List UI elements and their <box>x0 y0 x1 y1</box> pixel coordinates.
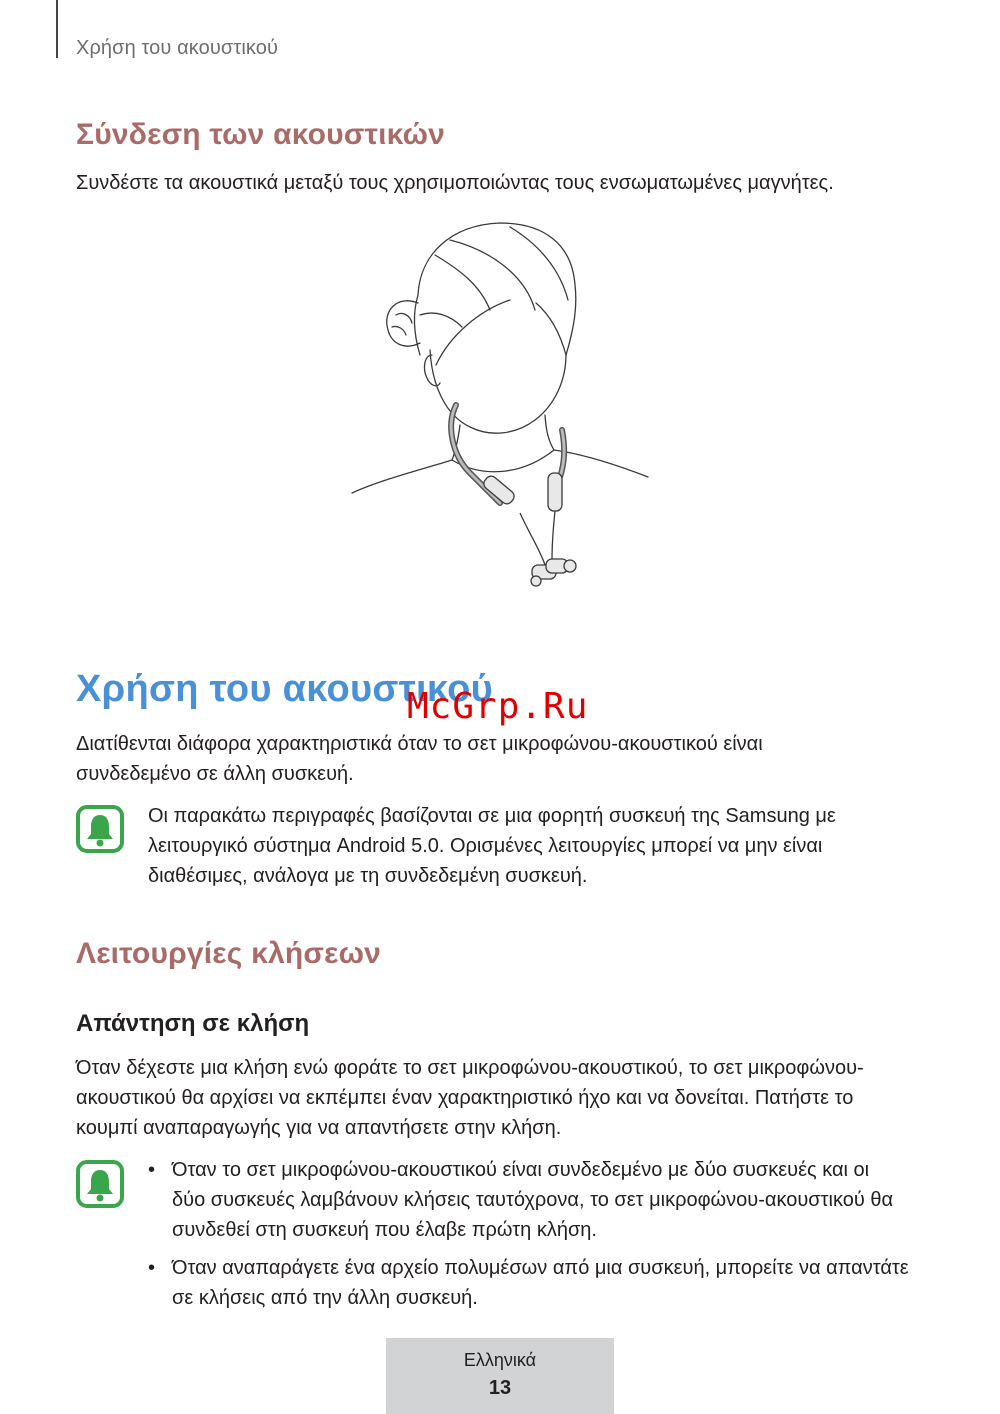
header-rule <box>56 0 58 58</box>
running-header: Χρήση του ακουστικού <box>76 37 278 59</box>
chapter-intro-line-2: συνδεδεμένο σε άλλη συσκευή. <box>76 763 354 785</box>
note-2-item-2-line-2: σε κλήσεις από την άλλη συσκευή. <box>172 1287 478 1309</box>
connect-text: Συνδέστε τα ακουστικά μεταξύ τους χρησιμοποιώντας τους ενσωματωμένες μαγνήτες. <box>76 172 834 194</box>
chapter-intro-line-1: Διατίθενται διάφορα χαρακτηριστικά όταν το σετ μικροφώνου-ακουστικού είναι <box>76 733 763 755</box>
watermark: McGrp.Ru <box>407 686 589 727</box>
footer-language: Ελληνικά <box>463 1350 537 1370</box>
note-1-line-3: διαθέσιμες, ανάλογα με τη συνδεδεμένη συσκευή. <box>148 865 588 887</box>
list-item <box>148 1155 938 1245</box>
answer-line-3: κουμπί αναπαραγωγής για να απαντήσετε στην κλήση. <box>76 1117 562 1139</box>
note-2-item-1-line-2: δύο συσκευές λαμβάνουν κλήσεις ταυτόχρονα, το σετ μικροφώνου-ακουστικού θα <box>172 1189 894 1211</box>
answer-line-1: Όταν δέχεστε μια κλήση ενώ φοράτε το σετ μικροφώνου-ακουστικού, το σετ μικροφώνου- <box>76 1057 864 1079</box>
chapter-title: Χρήση του ακουστικού <box>76 668 494 710</box>
chapter-intro <box>76 729 936 789</box>
page-number: 13 <box>488 1377 512 1399</box>
section-heading-calls: Λειτουργίες κλήσεων <box>76 937 382 970</box>
note-1-line-1: Οι παρακάτω περιγραφές βασίζονται σε μια φορητή συσκευή της Samsung με <box>148 805 836 827</box>
answer-paragraph <box>76 1053 936 1143</box>
connect-paragraph <box>76 168 936 198</box>
list-item <box>148 1253 938 1313</box>
note-2-item-2-line-1: Όταν αναπαράγετε ένα αρχείο πολυμέσων από μια συσκευή, μπορείτε να απαντάτε <box>172 1257 909 1279</box>
note-1-text <box>148 801 938 891</box>
person-wearing-neckband-headset-illustration <box>340 215 660 595</box>
bullet-glyph: • <box>148 1257 156 1279</box>
bullet-glyph: • <box>148 1159 156 1181</box>
note-2-bullet-list <box>148 1155 938 1321</box>
notification-bell-icon <box>76 805 124 853</box>
section-heading-connect: Σύνδεση των ακουστικών <box>76 118 446 151</box>
notification-bell-icon <box>76 1160 124 1208</box>
note-1-line-2: λειτουργικό σύστημα Android 5.0. Ορισμένες λειτουργίες μπορεί να μην είναι <box>148 835 823 857</box>
answer-line-2: ακουστικού θα αρχίσει να εκπέμπει έναν χαρακτηριστικό ήχο και να δονείται. Πατήστε το <box>76 1087 854 1109</box>
note-2-item-1-line-3: συνδεθεί στη συσκευή που έλαβε πρώτη κλήση. <box>172 1219 597 1241</box>
page-footer <box>386 1338 614 1414</box>
note-2-item-1-line-1: Όταν το σετ μικροφώνου-ακουστικού είναι συνδεδεμένο με δύο συσκευές και οι <box>172 1159 870 1181</box>
subheading-answer-call: Απάντηση σε κλήση <box>76 1010 310 1037</box>
